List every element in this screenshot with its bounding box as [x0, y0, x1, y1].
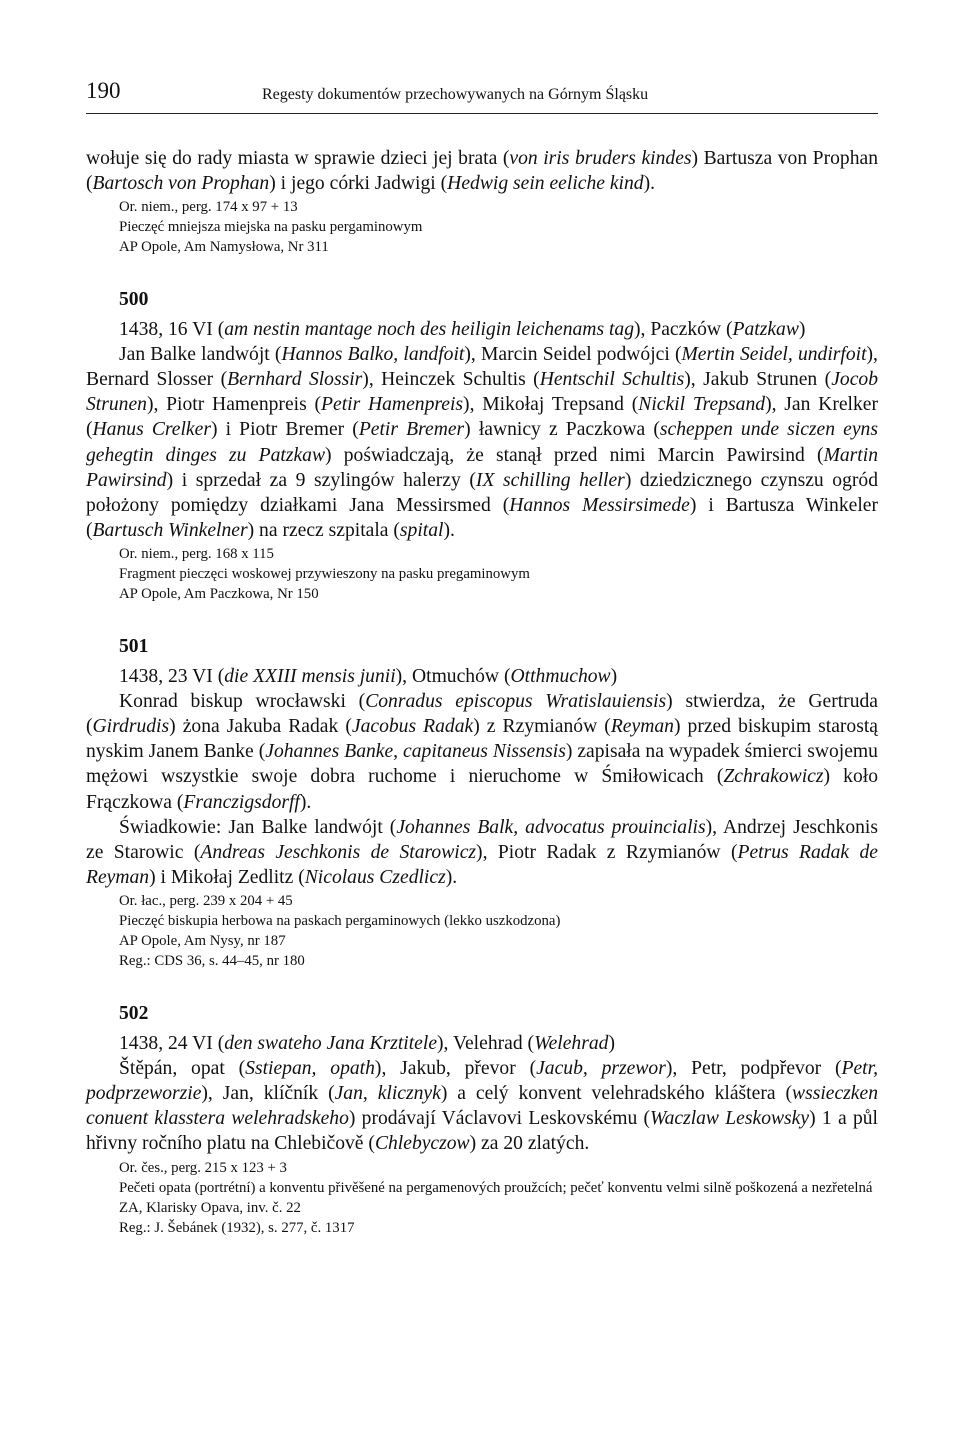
entry-number: 501 — [119, 636, 149, 658]
note-line: Or. čes., perg. 215 x 123 + 3 — [119, 1159, 287, 1176]
header-rule — [86, 113, 878, 114]
main-text — [86, 146, 878, 1238]
entry-date-place: 1438, 16 VI (am nestin mantage noch des heiligin leichenams tag), Paczków (Patzkaw) — [119, 318, 806, 340]
note-line: Or. łac., perg. 239 x 204 + 45 — [119, 893, 293, 910]
note-line: Pečeti opata (portrétní) a konventu přivěšené na pergamenových proužcích; pečeť konventu velmi silně poškozená a nezřetelná — [119, 1179, 873, 1196]
page-number: 190 — [86, 78, 121, 103]
entry-date-place: 1438, 24 VI (den swateho Jana Krztitele), Velehrad (Welehrad) — [119, 1032, 615, 1054]
entry-body: Konrad biskup wrocławski (Conradus episcopus Wratislauiensis) stwierdza, że Gertruda (Girdrudis) żona Jakuba Radak (Jacobus Radak) z Rzymianów (Reyman) przed biskupim starostą nyskim Janem Banke (Johannes Banke, capitaneus Nissensis) zapisała na wypadek śmierci swojemu mężowi wszystkie swoje dobra ruchome i nieruchome w Śmiłowicach (Zchrakowicz) koło Frączkowa (Franczigsdorff). — [86, 690, 878, 813]
note-line: Pieczęć biskupia herbowa na paskach pergaminowych (lekko uszkodzona) — [119, 913, 561, 930]
continuation-notes — [86, 197, 878, 257]
note-line: Reg.: CDS 36, s. 44–45, nr 180 — [119, 953, 305, 970]
note-line: Or. niem., perg. 174 x 97 + 13 — [119, 199, 298, 216]
note-line: AP Opole, Am Namysłowa, Nr 311 — [119, 239, 329, 256]
entry-502 — [86, 1001, 878, 1237]
document-page — [86, 72, 878, 1238]
note-line: Pieczęć mniejsza miejska na pasku pergaminowym — [119, 219, 423, 236]
entry-501 — [86, 634, 878, 971]
entry-date-place: 1438, 23 VI (die XXIII mensis junii), Otmuchów (Otthmuchow) — [119, 665, 618, 687]
note-line: AP Opole, Am Nysy, nr 187 — [119, 933, 286, 950]
note-line: Fragment pieczęci woskowej przywieszony na pasku pregaminowym — [119, 566, 530, 583]
entry-500 — [86, 287, 878, 604]
page-header — [86, 72, 878, 116]
note-line: Reg.: J. Šebánek (1932), s. 277, č. 1317 — [119, 1219, 355, 1236]
entry-number: 500 — [119, 289, 149, 311]
note-line: AP Opole, Am Paczkowa, Nr 150 — [119, 586, 319, 603]
entry-body: Štěpán, opat (Sstiepan, opath), Jakub, převor (Jacub, przewor), Petr, podpřevor (Petr, podprzeworzie), Jan, klíčník (Jan, klicznyk) a celý konvent velehradského kláštera (wssieczken conuent klasstera welehradskeho) prodávají Václavovi Leskovskému (Waczlaw Leskowsky) 1 a půl hřivny ročního platu na Chlebičově (Chlebyczow) za 20 zlatých. — [86, 1057, 878, 1155]
note-line: Or. niem., perg. 168 x 115 — [119, 546, 274, 563]
entry-witnesses: Świadkowie: Jan Balke landwójt (Johannes Balk, advocatus prouincialis), Andrzej Jeschkonis ze Starowic (Andreas Jeschkonis de Starowicz), Piotr Radak z Rzymianów (Petrus Radak de Reyman) i Mikołaj Zedlitz (Nicolaus Czedlicz). — [86, 816, 878, 889]
running-title: Regesty dokumentów przechowywanych na Górnym Śląsku — [262, 86, 649, 103]
continuation-paragraph: wołuje się do rady miasta w sprawie dzieci jej brata (von iris bruders kindes) Bartusza von Prophan (Bartosch von Prophan) i jego córki Jadwigi (Hedwig sein eeliche kind). — [86, 148, 878, 195]
entry-body: Jan Balke landwójt (Hannos Balko, landfoit), Marcin Seidel podwójci (Mertin Seidel, undirfoit), Bernard Slosser (Bernhard Slossir), Heinczek Schultis (Hentschil Schultis), Jakub Strunen (Jocob Strunen), Piotr Hamenpreis (Petir Hamenpreis), Mikołaj Trepsand (Nickil Trepsand), Jan Krelker (Hanus Crelker) i Piotr Bremer (Petir Bremer) ławnicy z Paczkowa (scheppen unde siczen eyns gehegtin dinges zu Patzkaw) poświadczają, że stanął przed nimi Marcin Pawirsind (Martin Pawirsind) i sprzedał za 9 szylingów halerzy (IX schilling heller) dziedzicznego czynszu ogród położony pomiędzy działkami Jana Messirsmed (Hannos Messirsimede) i Bartusza Winkeler (Bartusch Winkelner) na rzecz szpitala (spital). — [86, 343, 879, 542]
entry-number: 502 — [119, 1003, 149, 1025]
note-line: ZA, Klarisky Opava, inv. č. 22 — [119, 1199, 301, 1216]
